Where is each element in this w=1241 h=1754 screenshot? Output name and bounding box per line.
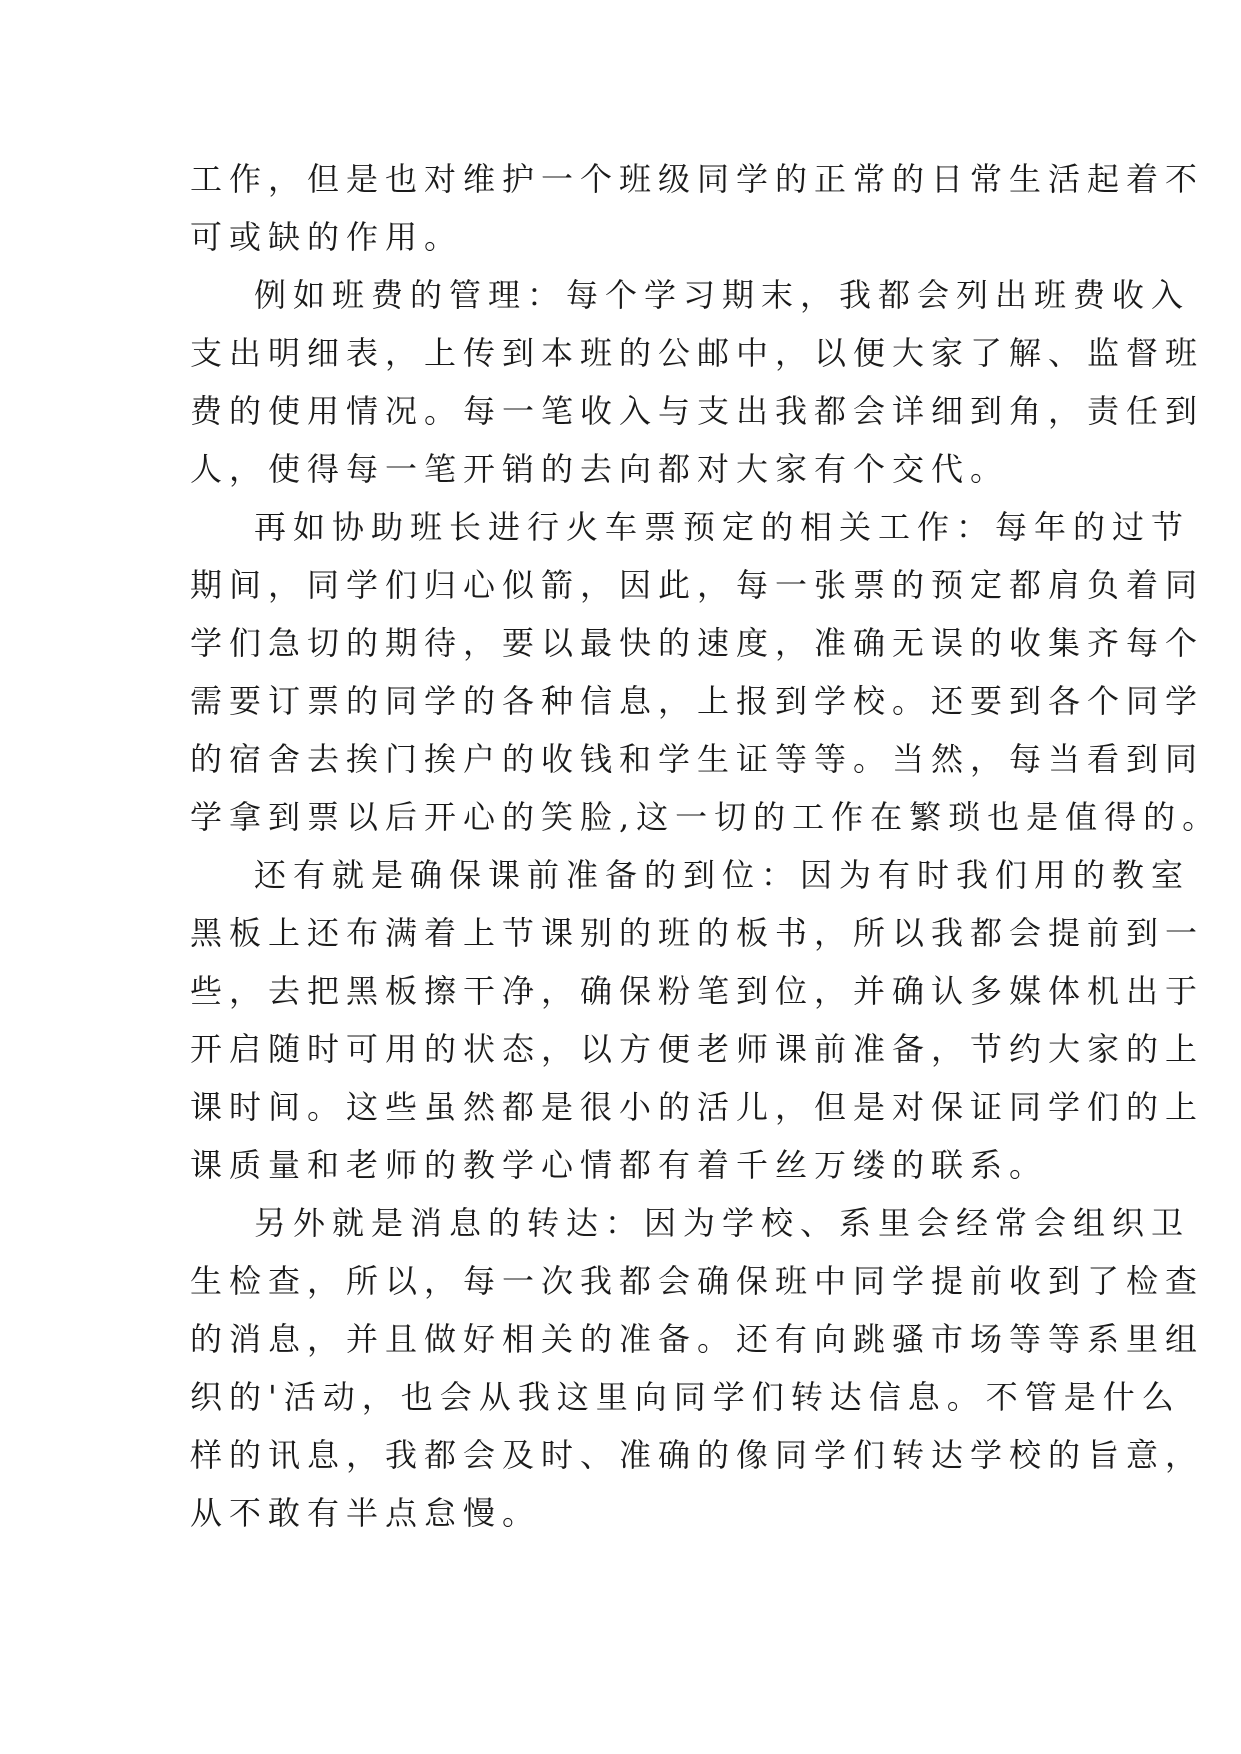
text-line: 课质量和老师的教学心情都有着千丝万缕的联系。 bbox=[190, 1146, 1049, 1184]
text-line: 费的使用情况。每一笔收入与支出我都会详细到角，责任到 bbox=[190, 392, 1205, 430]
paragraph-start-line: 另外就是消息的转达：因为学校、系里会经常会组织卫 bbox=[254, 1204, 1191, 1242]
text-line: 需要订票的同学的各种信息，上报到学校。还要到各个同学 bbox=[190, 682, 1205, 720]
body-text bbox=[190, 150, 1222, 1542]
text-line: 的消息，并且做好相关的准备。还有向跳骚市场等等系里组 bbox=[190, 1320, 1205, 1358]
text-line: 生检查，所以，每一次我都会确保班中同学提前收到了检查 bbox=[190, 1262, 1205, 1300]
text-line: 工作，但是也对维护一个班级同学的正常的日常生活起着不 bbox=[190, 160, 1205, 198]
text-line: 织的'活动，也会从我这里向同学们转达信息。不管是什么 bbox=[190, 1378, 1181, 1416]
paragraph-start-line: 再如协助班长进行火车票预定的相关工作：每年的过节 bbox=[254, 508, 1191, 546]
text-line: 样的讯息，我都会及时、准确的像同学们转达学校的旨意， bbox=[190, 1436, 1205, 1474]
text-line: 从不敢有半点怠慢。 bbox=[190, 1494, 542, 1532]
paragraph-start-line: 还有就是确保课前准备的到位：因为有时我们用的教室 bbox=[254, 856, 1191, 894]
text-line: 期间，同学们归心似箭，因此，每一张票的预定都肩负着同 bbox=[190, 566, 1205, 604]
text-line: 课时间。这些虽然都是很小的活儿，但是对保证同学们的上 bbox=[190, 1088, 1205, 1126]
text-line: 些，去把黑板擦干净，确保粉笔到位，并确认多媒体机出于 bbox=[190, 972, 1205, 1010]
text-line: 学拿到票以后开心的笑脸,这一切的工作在繁琐也是值得的。 bbox=[190, 798, 1222, 836]
paragraph-start-line: 例如班费的管理：每个学习期末，我都会列出班费收入 bbox=[254, 276, 1191, 314]
text-line: 的宿舍去挨门挨户的收钱和学生证等等。当然，每当看到同 bbox=[190, 740, 1205, 778]
text-line: 学们急切的期待，要以最快的速度，准确无误的收集齐每个 bbox=[190, 624, 1205, 662]
text-line: 人，使得每一笔开销的去向都对大家有个交代。 bbox=[190, 450, 1010, 488]
text-line: 黑板上还布满着上节课别的班的板书，所以我都会提前到一 bbox=[190, 914, 1205, 952]
text-line: 可或缺的作用。 bbox=[190, 218, 464, 256]
text-line: 开启随时可用的状态，以方便老师课前准备，节约大家的上 bbox=[190, 1030, 1205, 1068]
text-line: 支出明细表，上传到本班的公邮中，以便大家了解、监督班 bbox=[190, 334, 1205, 372]
